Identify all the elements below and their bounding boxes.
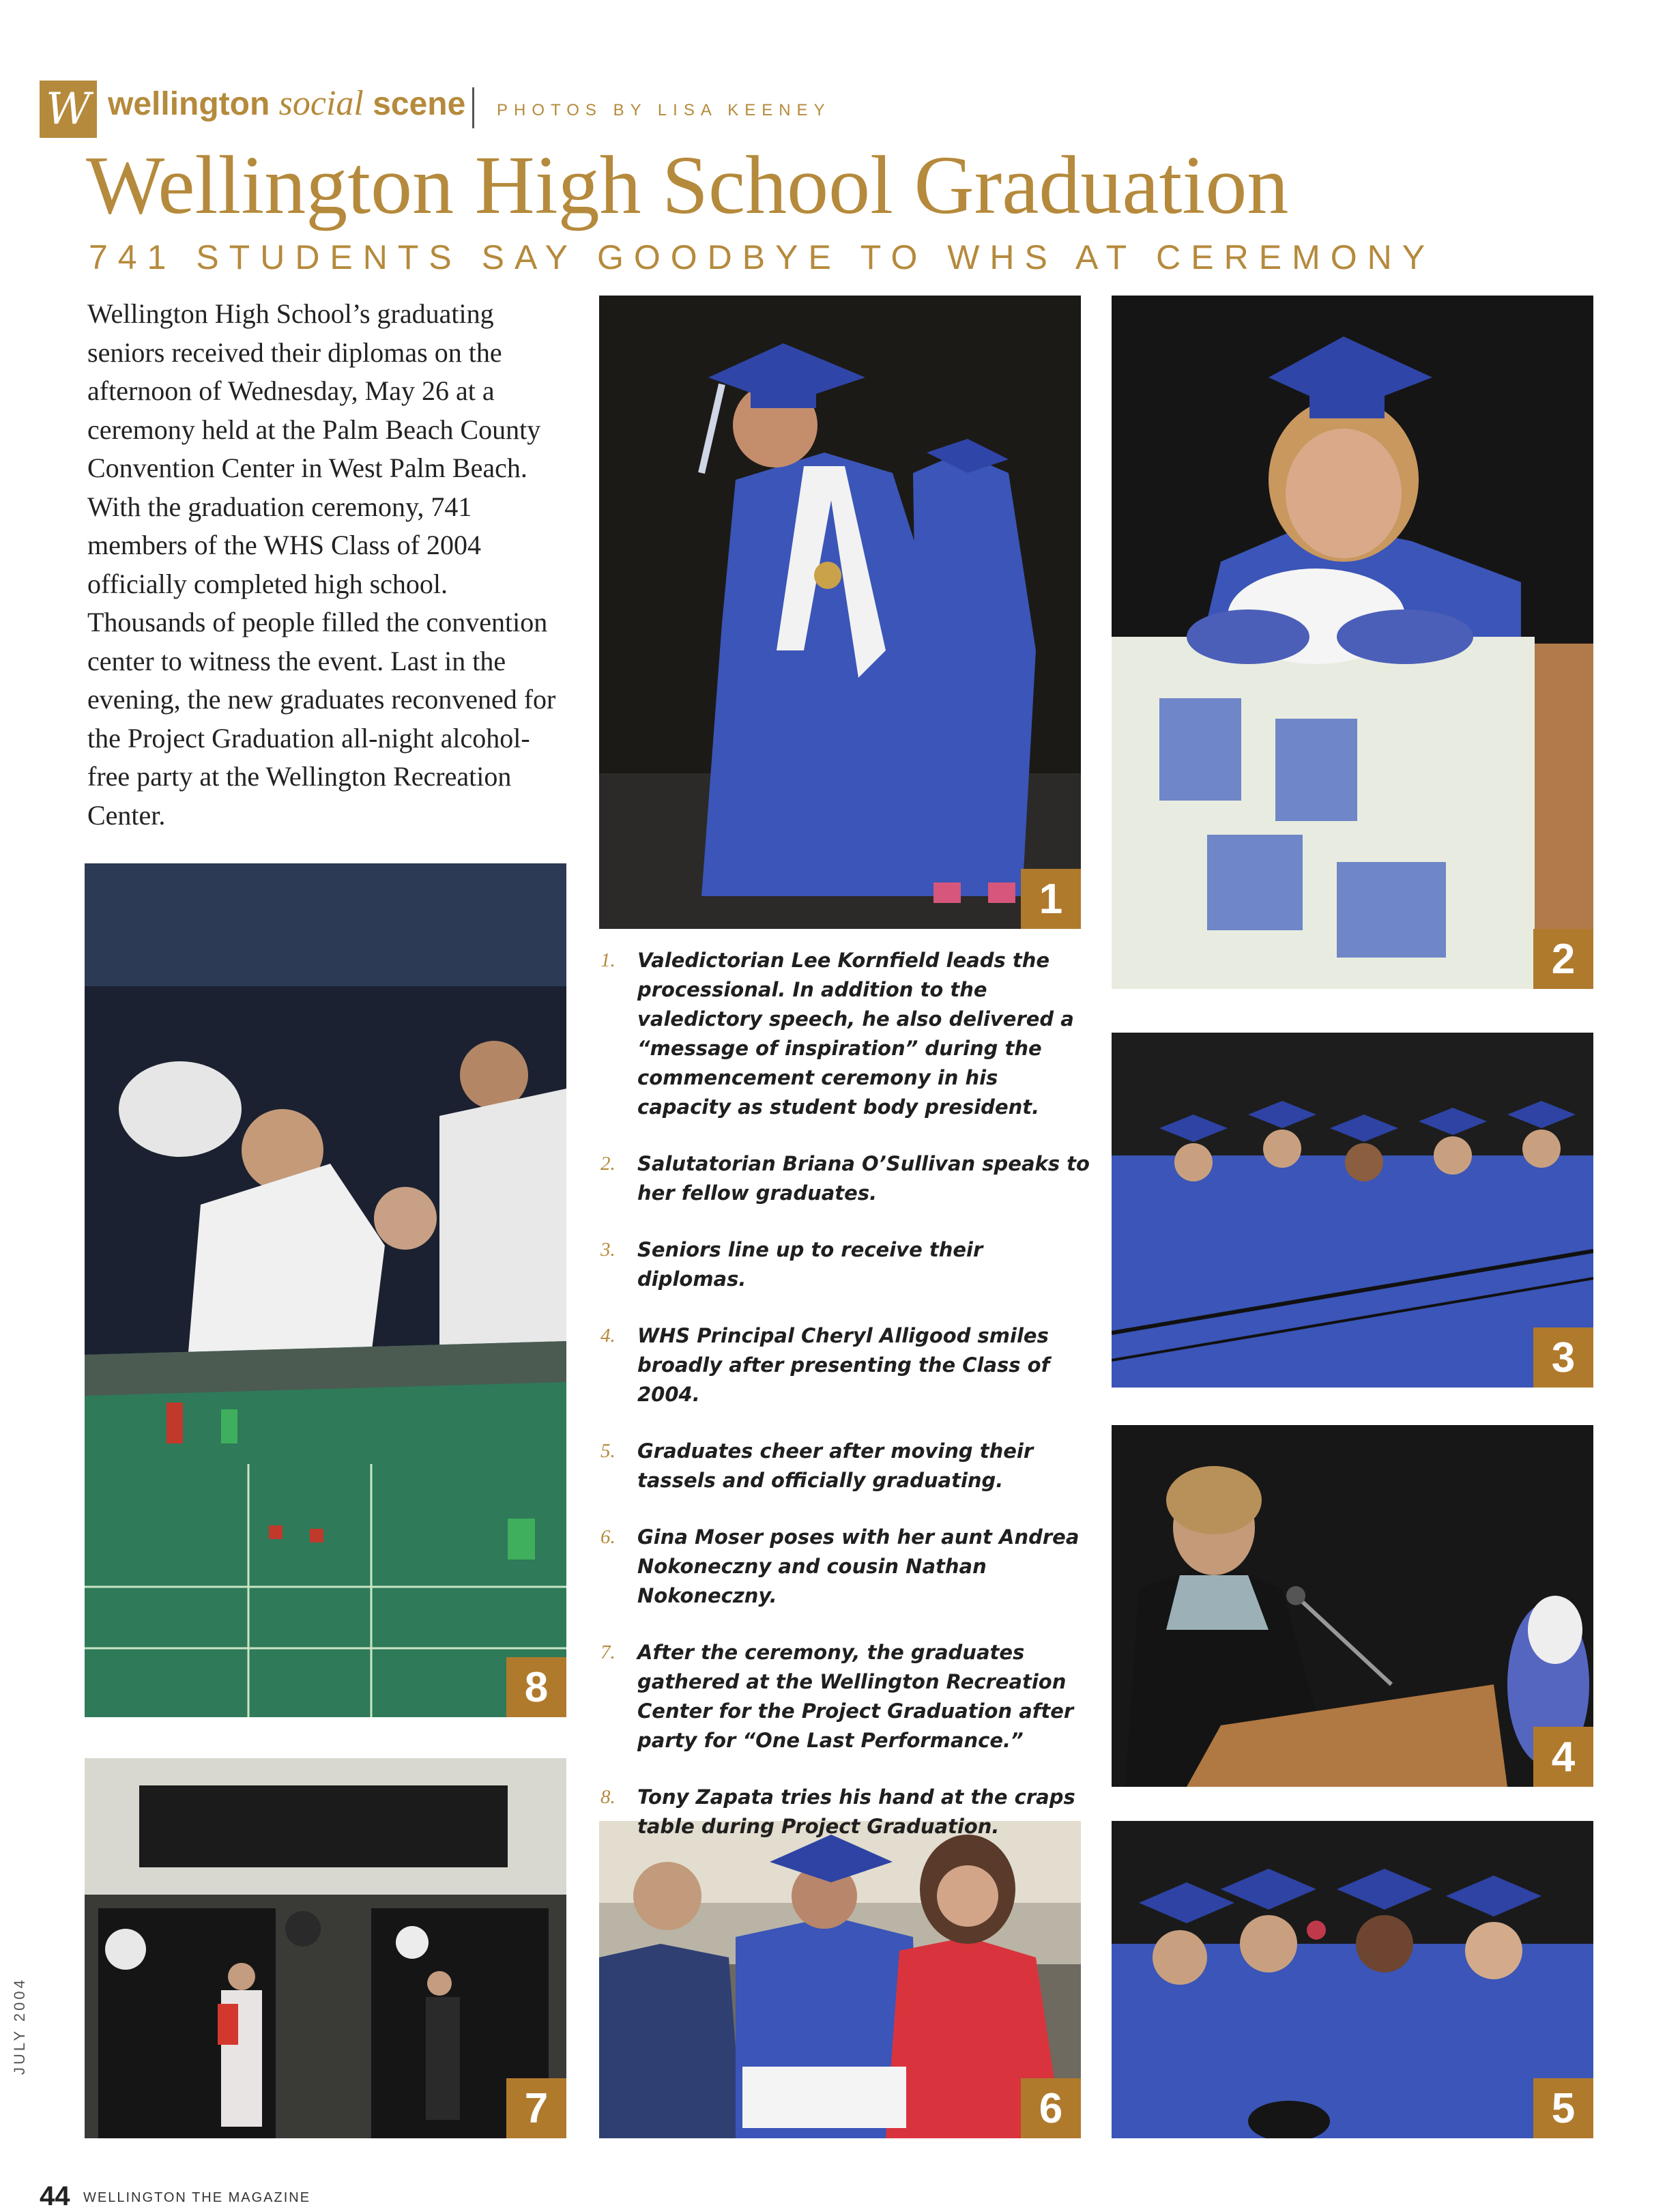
caption-4 — [600, 1321, 1092, 1409]
section-name — [108, 83, 465, 124]
photo-credit: PHOTOS BY LISA KEENEY — [497, 101, 831, 119]
caption-number: 5. — [600, 1440, 615, 1462]
caption-text: After the ceremony, the graduates gathered at the Wellington Recreation Center for the Project Graduation after party for “One Last Performance.” — [637, 1641, 1074, 1752]
photo-2 — [1112, 296, 1593, 989]
section-name-italic: social — [278, 84, 364, 123]
photo-5 — [1112, 1821, 1593, 2138]
photo-2-badge: 2 — [1533, 929, 1593, 989]
caption-text: Salutatorian Briana O’Sullivan speaks to her fellow graduates. — [637, 1152, 1090, 1205]
issue-date: JULY 2004 — [11, 1977, 28, 2075]
caption-text: Graduates cheer after moving their tassels and officially graduating. — [637, 1439, 1034, 1492]
caption-number: 3. — [600, 1239, 615, 1261]
caption-6 — [600, 1523, 1092, 1611]
photo-3-badge: 3 — [1533, 1327, 1593, 1388]
caption-text: WHS Principal Cheryl Alligood smiles broadly after presenting the Class of 2004. — [637, 1324, 1050, 1406]
caption-number: 6. — [600, 1526, 615, 1548]
photo-4-badge: 4 — [1533, 1727, 1593, 1787]
article-intro: Wellington High School’s graduating seniors received their diplomas on the afternoon of Wednesday, May 26 at a ceremony held at the Palm Beach County Convention Center in West Palm Beach. With the graduation ceremony, 741 members of the WHS Class of 2004 officially completed high school. Thousands of people filled the convention center to witness the event. Last in the evening, the new graduates reconvened for the Project Graduation all-night alcohol-free party at the Wellington Recreation Center. — [87, 298, 556, 831]
photo-1 — [599, 296, 1081, 929]
page-number: 44 — [40, 2181, 70, 2211]
photo-7 — [85, 1758, 566, 2138]
photo-6-badge: 6 — [1021, 2078, 1081, 2138]
section-name-end: scene — [373, 86, 466, 122]
caption-number: 2. — [600, 1153, 615, 1175]
photo-captions — [600, 946, 1092, 1869]
caption-number: 1. — [600, 949, 615, 971]
logo-letter: W — [46, 84, 91, 134]
photo-4 — [1112, 1425, 1593, 1787]
photo-8 — [85, 863, 566, 1717]
photo-7-badge: 7 — [506, 2078, 566, 2138]
photo-5-badge: 5 — [1533, 2078, 1593, 2138]
magazine-name: WELLINGTON THE MAGAZINE — [83, 2190, 311, 2205]
caption-3 — [600, 1235, 1092, 1294]
caption-number: 7. — [600, 1641, 615, 1663]
photo-3 — [1112, 1033, 1593, 1388]
section-name-start: wellington — [108, 86, 270, 122]
section-logo — [40, 81, 97, 138]
caption-text: Valedictorian Lee Kornfield leads the processional. In addition to the valedictory speech, he also delivered a “message of inspiration” during the commencement ceremony in his capacity as student body president. — [637, 949, 1074, 1119]
photo-1-badge: 1 — [1021, 869, 1081, 929]
photo-8-badge: 8 — [506, 1657, 566, 1717]
article-subtitle: 741 STUDENTS SAY GOODBYE TO WHS AT CEREMONY — [89, 238, 1436, 276]
caption-text: Seniors line up to receive their diplomas. — [637, 1238, 983, 1291]
caption-1 — [600, 946, 1092, 1122]
caption-number: 8. — [600, 1786, 615, 1808]
header-divider — [472, 87, 474, 128]
caption-8 — [600, 1783, 1092, 1841]
caption-2 — [600, 1149, 1092, 1208]
article-title: Wellington High School Graduation — [86, 139, 1289, 231]
caption-text: Tony Zapata tries his hand at the craps table during Project Graduation. — [637, 1785, 1075, 1838]
caption-text: Gina Moser poses with her aunt Andrea Nokoneczny and cousin Nathan Nokoneczny. — [637, 1525, 1080, 1607]
caption-7 — [600, 1638, 1092, 1755]
caption-5 — [600, 1437, 1092, 1495]
caption-number: 4. — [600, 1325, 615, 1347]
